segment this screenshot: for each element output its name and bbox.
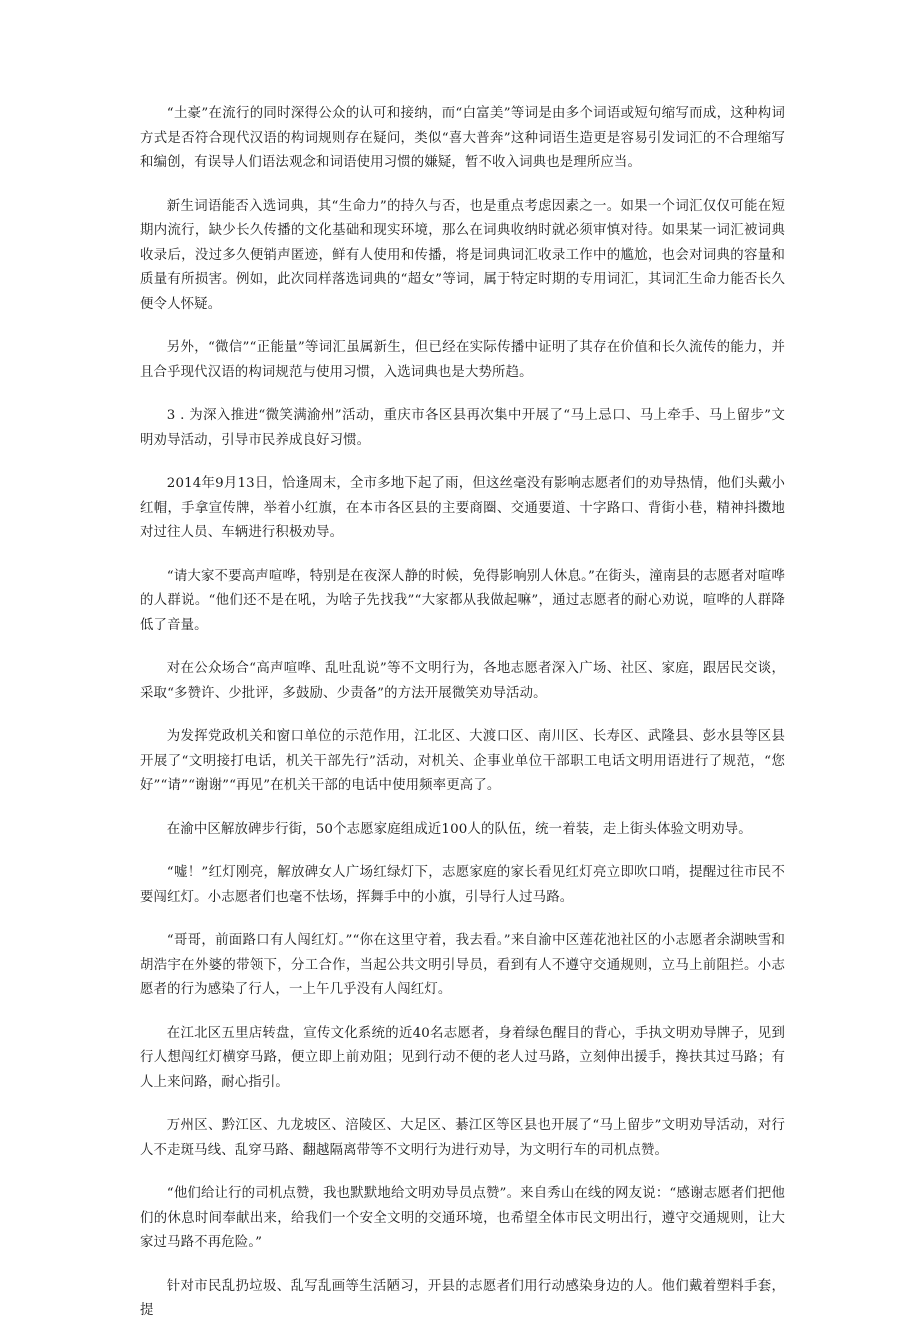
paragraph-8: 为发挥党政机关和窗口单位的示范作用，江北区、大渡口区、南川区、长寿区、武隆县、彭水县等区县开展了“文明接打电话，机关干部先行”活动，对机关、企事业单位干部职工电话文明用语进行了规范，“您好”“请”“谢谢”“再见”在机关干部的电话中使用频率更高了。	[140, 729, 785, 793]
paragraph-2: 新生词语能否入选词典，其“生命力”的持久与否，也是重点考虑因素之一。如果一个词汇仅仅可能在短期内流行，缺少长久传播的文化基础和现实环境，那么在词典收纳时就必须审慎对待。如果某一词汇被词典收录后，没过多久便销声匿迹，鲜有人使用和传播，将是词典词汇收录工作中的尴尬，也会对词典的容量和质量有所损害。例如，此次同样落选词典的“超女”等词，属于特定时期的专用词汇，其词汇生命力能否长久便令人怀疑。	[140, 198, 785, 312]
paragraph-14: “他们给让行的司机点赞，我也默默地给文明劝导员点赞”。来自秀山在线的网友说：“感谢志愿者们把他们的休息时间奉献出来，给我们一个安全文明的交通环境，也希望全体市民文明出行，遵守交通规则，让大家过马路不再危险。”	[140, 1186, 785, 1250]
paragraph-9: 在渝中区解放碑步行街，50个志愿家庭组成近100人的队伍，统一着装，走上街头体验文明劝导。	[166, 821, 752, 837]
paragraph-10: “嘘！”红灯刚亮，解放碑女人广场红绿灯下，志愿家庭的家长看见红灯亮立即吹口哨，提醒过往市民不要闯红灯。小志愿者们也毫不怯场，挥舞手中的小旗，引导行人过马路。	[140, 865, 785, 905]
paragraph-15: 针对市民乱扔垃圾、乱写乱画等生活陋习，开县的志愿者们用行动感染身边的人。他们戴着塑料手套，提	[140, 1278, 785, 1318]
paragraph-6: “请大家不要高声喧哗，特别是在夜深人静的时候，免得影响别人休息。”在街头，潼南县的志愿者对喧哗的人群说。“他们还不是在吼，为啥子先找我”“大家都从我做起嘛”，通过志愿者的耐心劝说，喧哗的人群降低了音量。	[140, 568, 785, 633]
paragraph-12: 在江北区五里店转盘，宣传文化系统的近40名志愿者，身着绿色醒目的背心，手执文明劝导牌子，见到行人想闯红灯横穿马路，便立即上前劝阻；见到行动不便的老人过马路，立刻伸出援手，搀扶其过马路；有人上来问路，耐心指引。	[140, 1025, 785, 1090]
paragraph-1: “土豪”在流行的同时深得公众的认可和接纳，而“白富美”等词是由多个词语或短句缩写而成，这种构词方式是否符合现代汉语的构词规则存在疑问，类似“喜大普奔”这种词语生造更是容易引发词汇的不合理缩写和编创，有误导人们语法观念和词语使用习惯的嫌疑，暂不收入词典也是理所应当。	[140, 106, 785, 170]
paragraph-4: 3 . 为深入推进“微笑满渝州”活动，重庆市各区县再次集中开展了“马上忌口、马上牵手、马上留步”文明劝导活动，引导市民养成良好习惯。	[140, 408, 785, 448]
article-body	[140, 102, 785, 1343]
paragraph-3: 另外，“微信”“正能量”等词汇虽属新生，但已经在实际传播中证明了其存在价值和长久流传的能力，并且合乎现代汉语的构词规范与使用习惯，入选词典也是大势所趋。	[140, 340, 785, 380]
paragraph-7: 对在公众场合“高声喧哗、乱吐乱说”等不文明行为，各地志愿者深入广场、社区、家庭，跟居民交谈，采取“多赞许、少批评，多鼓励、少责备”的方法开展微笑劝导活动。	[140, 661, 785, 701]
paragraph-11: “哥哥，前面路口有人闯红灯。”“你在这里守着，我去看。”来自渝中区莲花池社区的小志愿者余湖映雪和胡浩宇在外婆的带领下，分工合作，当起公共文明引导员，看到有人不遵守交通规则，立马上前阻拦。小志愿者的行为感染了行人，一上午几乎没有人闯红灯。	[140, 933, 785, 997]
paragraph-13: 万州区、黔江区、九龙坡区、涪陵区、大足区、綦江区等区县也开展了“马上留步”文明劝导活动，对行人不走斑马线、乱穿马路、翻越隔离带等不文明行为进行劝导，为文明行车的司机点赞。	[140, 1118, 785, 1158]
paragraph-5: 2014年9月13日，恰逢周末，全市多地下起了雨，但这丝毫没有影响志愿者们的劝导热情，他们头戴小红帽，手拿宣传牌，举着小红旗，在本市各区县的主要商圈、交通要道、十字路口、背街小巷，精神抖擞地对过往人员、车辆进行积极劝导。	[140, 476, 785, 540]
